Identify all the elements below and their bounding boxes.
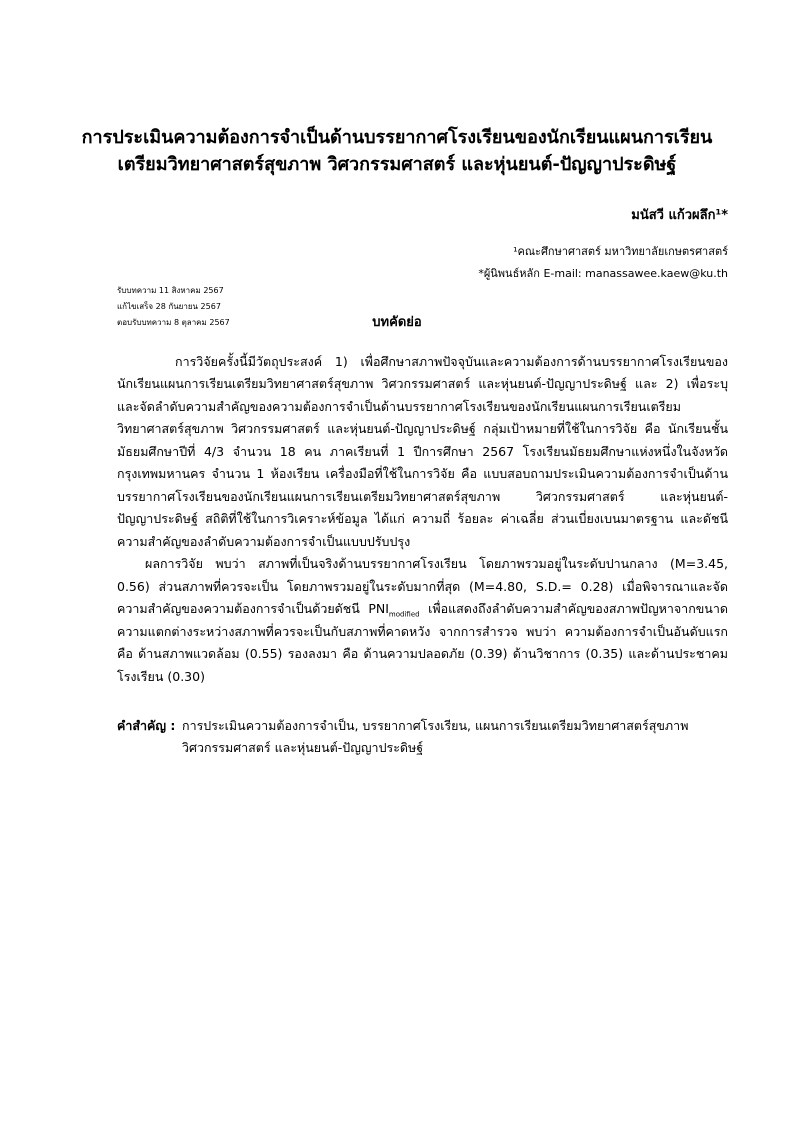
received-date: รับบทความ 11 สิงหาคม 2567 <box>117 286 224 295</box>
text-segment: ความสำคัญของความต้องการจำเป็นด้วยดัชนี PNI <box>117 601 389 616</box>
text-line: ความสำคัญของลำดับความต้องการจำเป็นแบบปรับปรุง <box>117 534 411 549</box>
affiliation: ¹คณะศึกษาศาสตร์ มหาวิทยาลัยเกษตรศาสตร์ <box>513 245 728 258</box>
text-line: วิทยาศาสตร์สุขภาพ วิศวกรรมศาสตร์ และหุ่นยนต์-ปัญญาประดิษฐ์ กลุ่มเป้าหมายที่ใช้ในการวิจัย คือ นักเรียนชั้น <box>117 421 728 436</box>
text-line <box>117 599 728 619</box>
keywords-label: คำสำคัญ : <box>117 718 176 733</box>
text-line: คือ ด้านสภาพแวดล้อม (0.55) รองลงมา คือ ด้านความปลอดภัย (0.39) ด้านวิชาการ (0.35) และด้านประชาคม <box>117 646 728 661</box>
text-line: โรงเรียน (0.30) <box>117 669 205 684</box>
text-line: การวิจัยครั้งนี้มีวัตถุประสงค์ 1) เพื่อศึกษาสภาพปัจจุบันและความต้องการด้านบรรยากาศโรงเรียนของ <box>175 354 728 369</box>
author-name: มนัสวี แก้วผลึก¹* <box>631 208 728 223</box>
pni-subscript: modified <box>388 610 420 619</box>
paper-title-line-2: เตรียมวิทยาศาสตร์สุขภาพ วิศวกรรมศาสตร์ และหุ่นยนต์-ปัญญาประดิษฐ์ <box>117 154 677 175</box>
text-line: และจัดลำดับความสำคัญของความต้องการจำเป็นด้านบรรยากาศโรงเรียนของนักเรียนแผนการเรียนเตรียม <box>117 399 681 414</box>
keywords-line-1: การประเมินความต้องการจำเป็น, บรรยากาศโรงเรียน, แผนการเรียนเตรียมวิทยาศาสตร์สุขภาพ <box>182 718 689 733</box>
revised-date: แก้ไขเสร็จ 28 กันยายน 2567 <box>117 302 221 311</box>
text-line: บรรยากาศโรงเรียนของนักเรียนแผนการเรียนเตรียมวิทยาศาสตร์สุขภาพ วิศวกรรมศาสตร์ และหุ่นยนต์- <box>117 489 728 504</box>
text-line: ผลการวิจัย พบว่า สภาพที่เป็นจริงด้านบรรยากาศโรงเรียน โดยภาพรวมอยู่ในระดับปานกลาง (M=3.45, <box>145 556 728 571</box>
corresponding-author-email: *ผู้นิพนธ์หลัก E-mail: manassawee.kaew@ku.th <box>478 267 728 280</box>
accepted-date: ตอบรับบทความ 8 ตุลาคม 2567 <box>117 318 230 327</box>
text-line: นักเรียนแผนการเรียนเตรียมวิทยาศาสตร์สุขภาพ วิศวกรรมศาสตร์ และหุ่นยนต์-ปัญญาประดิษฐ์ และ 2) เพื่อระบุ <box>117 376 728 391</box>
paper-title-line-1: การประเมินความต้องการจำเป็นด้านบรรยากาศโรงเรียนของนักเรียนแผนการเรียน <box>81 127 713 148</box>
text-line: ความแตกต่างระหว่างสภาพที่ควรจะเป็นกับสภาพที่คาดหวัง จากการสำรวจ พบว่า ความต้องการจำเป็นอันดับแรก <box>117 624 728 639</box>
text-line: กรุงเทพมหานคร จำนวน 1 ห้องเรียน เครื่องมือที่ใช้ในการวิจัย คือ แบบสอบถามประเมินความต้องการจำเป็นด้าน <box>117 466 728 481</box>
keywords-line-2: วิศวกรรมศาสตร์ และหุ่นยนต์-ปัญญาประดิษฐ์ <box>182 740 424 755</box>
text-line: มัธยมศึกษาปีที่ 4/3 จำนวน 18 คน ภาคเรียนที่ 1 ปีการศึกษา 2567 โรงเรียนมัธยมศึกษาแห่งหนึ่งในจังหวัด <box>117 444 728 459</box>
text-line: ปัญญาประดิษฐ์ สถิติที่ใช้ในการวิเคราะห์ข้อมูล ได้แก่ ความถี่ ร้อยละ ค่าเฉลี่ย ส่วนเบี่ยงเบนมาตรฐาน และดัชนี <box>117 511 728 526</box>
text-segment: เพื่อแสดงถึงลำดับความสำคัญของสภาพปัญหาจากขนาด <box>419 601 728 616</box>
text-line: 0.56) ส่วนสภาพที่ควรจะเป็น โดยภาพรวมอยู่ในระดับมากที่สุด (M=4.80, S.D.= 0.28) เมื่อพิจารณาและจัด <box>117 579 728 594</box>
abstract-heading: บทคัดย่อ <box>372 315 422 330</box>
